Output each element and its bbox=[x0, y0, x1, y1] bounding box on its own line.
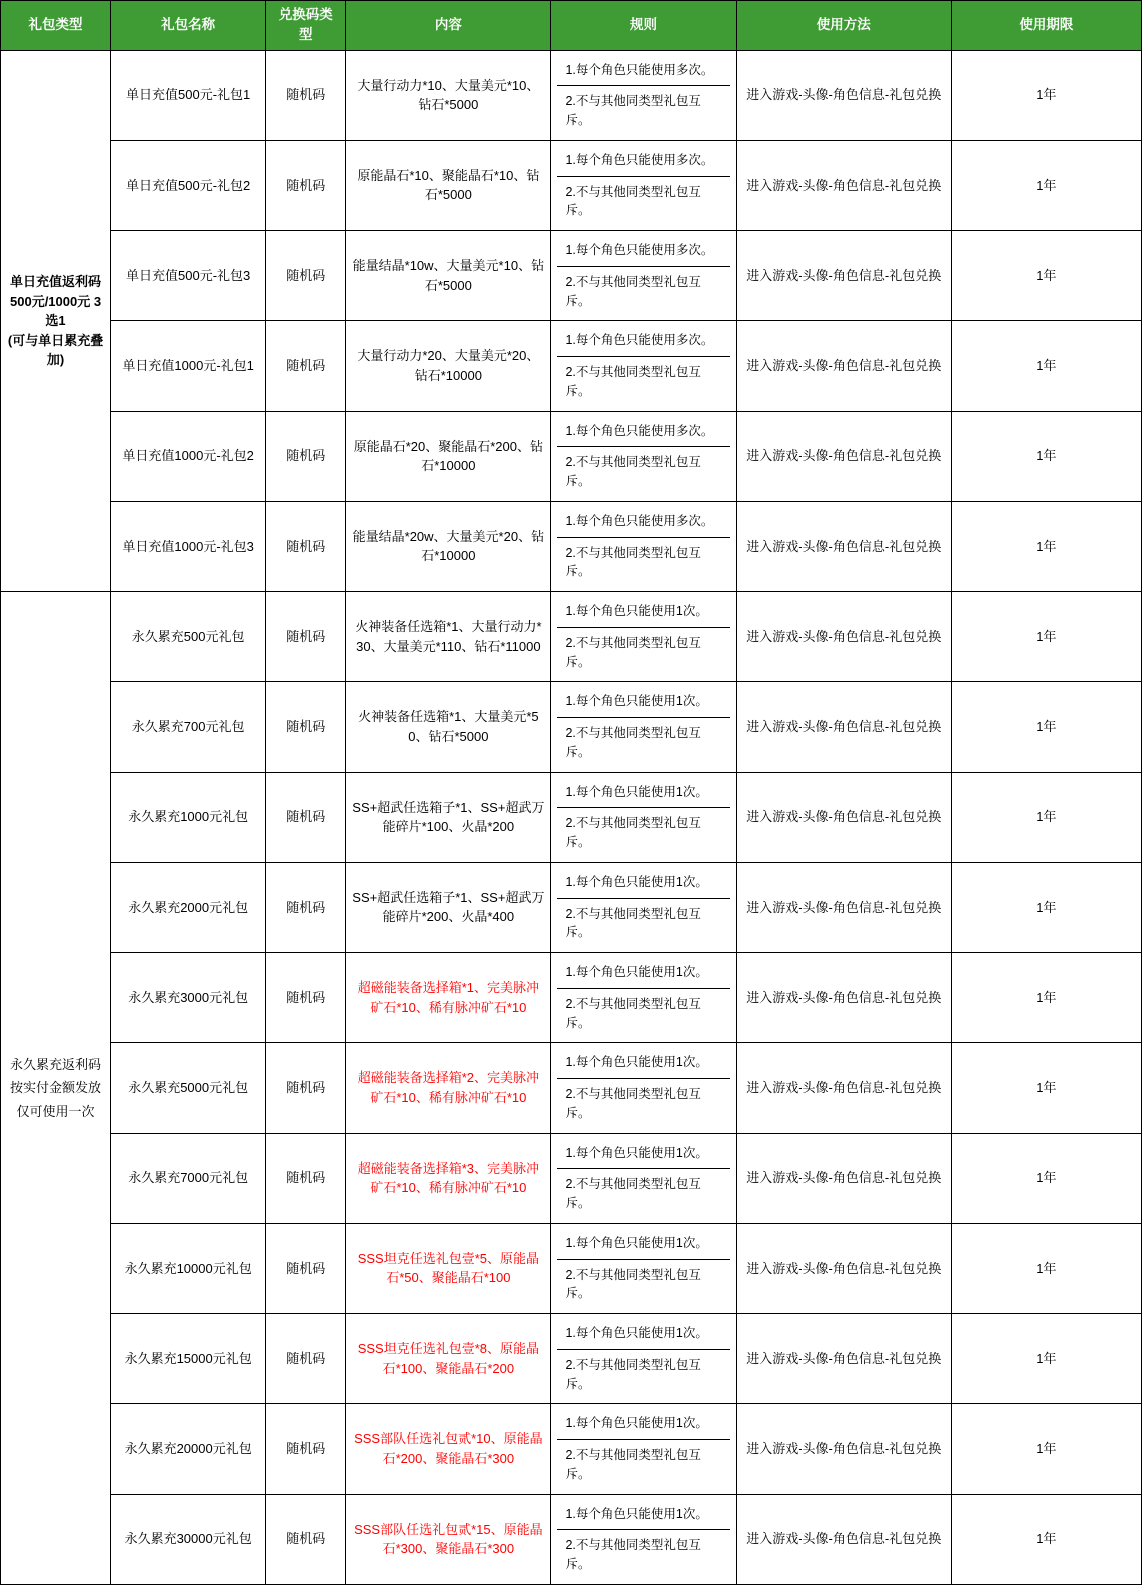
rule-line: 2.不与其他同类型礼包互斥。 bbox=[565, 94, 701, 127]
usage-cell: 进入游戏-头像-角色信息-礼包兑换 bbox=[736, 1223, 951, 1313]
code-type-cell: 随机码 bbox=[266, 1314, 346, 1404]
usage-cell: 进入游戏-头像-角色信息-礼包兑换 bbox=[736, 682, 951, 772]
gift-name-cell: 永久累充15000元礼包 bbox=[111, 1314, 266, 1404]
code-type-cell: 随机码 bbox=[266, 592, 346, 682]
validity-cell: 1年 bbox=[951, 1404, 1141, 1494]
rule-line: 1.每个角色只能使用多次。 bbox=[557, 55, 729, 87]
validity-cell: 1年 bbox=[951, 140, 1141, 230]
content-cell: 超磁能装备选择箱*3、完美脉冲矿石*10、稀有脉冲矿石*10 bbox=[346, 1133, 551, 1223]
usage-cell: 进入游戏-头像-角色信息-礼包兑换 bbox=[736, 862, 951, 952]
table-row bbox=[1, 772, 1142, 862]
rule-line: 1.每个角色只能使用1次。 bbox=[557, 596, 729, 628]
header-row bbox=[1, 1, 1142, 51]
code-type-cell: 随机码 bbox=[266, 140, 346, 230]
rule-line: 1.每个角色只能使用多次。 bbox=[557, 506, 729, 538]
rule-cell bbox=[551, 592, 736, 682]
table-row bbox=[1, 1043, 1142, 1133]
code-type-cell: 随机码 bbox=[266, 1043, 346, 1133]
rule-line: 1.每个角色只能使用1次。 bbox=[557, 1499, 729, 1531]
table-row bbox=[1, 140, 1142, 230]
table-row bbox=[1, 1494, 1142, 1584]
content-cell: SSS部队任选礼包贰*10、原能晶石*200、聚能晶石*300 bbox=[346, 1404, 551, 1494]
gift-type-line: 永久累充返利码 bbox=[10, 1056, 102, 1072]
table-body bbox=[1, 50, 1142, 1584]
validity-cell: 1年 bbox=[951, 862, 1141, 952]
rule-cell bbox=[551, 1043, 736, 1133]
code-type-cell: 随机码 bbox=[266, 682, 346, 772]
rule-list bbox=[557, 777, 729, 858]
gift-name-cell: 永久累充1000元礼包 bbox=[111, 772, 266, 862]
rule-line: 1.每个角色只能使用1次。 bbox=[557, 1318, 729, 1350]
gift-type-cell bbox=[1, 50, 111, 592]
rule-list bbox=[557, 867, 729, 948]
rule-line: 2.不与其他同类型礼包互斥。 bbox=[565, 1267, 701, 1301]
gift-type-line: 500元/1000元 3选1 bbox=[10, 293, 102, 328]
rule-line: 2.不与其他同类型礼包互斥。 bbox=[565, 726, 701, 759]
usage-cell: 进入游戏-头像-角色信息-礼包兑换 bbox=[736, 1314, 951, 1404]
rule-list bbox=[557, 686, 729, 767]
header-rule: 规则 bbox=[551, 1, 736, 51]
validity-cell: 1年 bbox=[951, 592, 1141, 682]
header-gift-name: 礼包名称 bbox=[111, 1, 266, 51]
rule-cell bbox=[551, 50, 736, 140]
rule-cell bbox=[551, 501, 736, 591]
content-cell: 原能晶石*10、聚能晶石*10、钻石*5000 bbox=[346, 140, 551, 230]
table-row bbox=[1, 862, 1142, 952]
content-cell: SSS部队任选礼包贰*15、原能晶石*300、聚能晶石*300 bbox=[346, 1494, 551, 1584]
rule-cell bbox=[551, 321, 736, 411]
gift-name-cell: 永久累充2000元礼包 bbox=[111, 862, 266, 952]
rule-line: 1.每个角色只能使用多次。 bbox=[557, 145, 729, 177]
rule-list bbox=[557, 1047, 729, 1128]
rule-line: 1.每个角色只能使用1次。 bbox=[557, 1408, 729, 1440]
gift-name-cell: 永久累充500元礼包 bbox=[111, 592, 266, 682]
usage-cell: 进入游戏-头像-角色信息-礼包兑换 bbox=[736, 140, 951, 230]
rule-cell bbox=[551, 1223, 736, 1313]
validity-cell: 1年 bbox=[951, 1223, 1141, 1313]
rule-list bbox=[557, 55, 729, 136]
rule-line: 2.不与其他同类型礼包互斥。 bbox=[565, 816, 701, 849]
rule-line: 1.每个角色只能使用多次。 bbox=[557, 235, 729, 267]
usage-cell: 进入游戏-头像-角色信息-礼包兑换 bbox=[736, 321, 951, 411]
table-row bbox=[1, 501, 1142, 591]
rule-list bbox=[557, 1318, 729, 1399]
rule-list bbox=[557, 1408, 729, 1489]
gift-type-line: 仅可使用一次 bbox=[16, 1103, 95, 1119]
rule-line: 1.每个角色只能使用1次。 bbox=[557, 686, 729, 718]
gift-name-cell: 单日充值1000元-礼包1 bbox=[111, 321, 266, 411]
usage-cell: 进入游戏-头像-角色信息-礼包兑换 bbox=[736, 953, 951, 1043]
content-cell: SS+超武任选箱子*1、SS+超武万能碎片*100、火晶*200 bbox=[346, 772, 551, 862]
code-type-cell: 随机码 bbox=[266, 411, 346, 501]
rule-line: 2.不与其他同类型礼包互斥。 bbox=[565, 365, 701, 398]
code-type-cell: 随机码 bbox=[266, 1223, 346, 1313]
gift-name-cell: 永久累充10000元礼包 bbox=[111, 1223, 266, 1313]
gift-name-cell: 单日充值500元-礼包3 bbox=[111, 231, 266, 321]
gift-name-cell: 单日充值1000元-礼包3 bbox=[111, 501, 266, 591]
validity-cell: 1年 bbox=[951, 1494, 1141, 1584]
gift-name-cell: 永久累充700元礼包 bbox=[111, 682, 266, 772]
code-type-cell: 随机码 bbox=[266, 953, 346, 1043]
rule-line: 2.不与其他同类型礼包互斥。 bbox=[565, 184, 701, 218]
content-cell: 火神装备任选箱*1、大量行动力*30、大量美元*110、钻石*11000 bbox=[346, 592, 551, 682]
code-type-cell: 随机码 bbox=[266, 1404, 346, 1494]
content-cell: SSS坦克任选礼包壹*8、原能晶石*100、聚能晶石*200 bbox=[346, 1314, 551, 1404]
code-type-cell: 随机码 bbox=[266, 231, 346, 321]
usage-cell: 进入游戏-头像-角色信息-礼包兑换 bbox=[736, 1494, 951, 1584]
gift-name-cell: 永久累充20000元礼包 bbox=[111, 1404, 266, 1494]
rule-line: 1.每个角色只能使用1次。 bbox=[557, 1138, 729, 1170]
validity-cell: 1年 bbox=[951, 953, 1141, 1043]
validity-cell: 1年 bbox=[951, 321, 1141, 411]
table-row bbox=[1, 1133, 1142, 1223]
gift-name-cell: 永久累充5000元礼包 bbox=[111, 1043, 266, 1133]
rule-list bbox=[557, 145, 729, 226]
rule-cell bbox=[551, 411, 736, 501]
gift-name-cell: 永久累充30000元礼包 bbox=[111, 1494, 266, 1584]
header-code-type: 兑换码类型 bbox=[266, 1, 346, 51]
content-cell: 超磁能装备选择箱*1、完美脉冲矿石*10、稀有脉冲矿石*10 bbox=[346, 953, 551, 1043]
rule-line: 2.不与其他同类型礼包互斥。 bbox=[565, 455, 701, 488]
rule-line: 2.不与其他同类型礼包互斥。 bbox=[565, 635, 701, 669]
usage-cell: 进入游戏-头像-角色信息-礼包兑换 bbox=[736, 501, 951, 591]
code-type-cell: 随机码 bbox=[266, 772, 346, 862]
rule-line: 2.不与其他同类型礼包互斥。 bbox=[565, 1538, 701, 1571]
gift-type-cell bbox=[1, 592, 111, 1585]
usage-cell: 进入游戏-头像-角色信息-礼包兑换 bbox=[736, 231, 951, 321]
rule-cell bbox=[551, 682, 736, 772]
header-gift-type: 礼包类型 bbox=[1, 1, 111, 51]
rule-cell bbox=[551, 953, 736, 1043]
rule-line: 1.每个角色只能使用1次。 bbox=[557, 957, 729, 989]
table-row bbox=[1, 953, 1142, 1043]
table-row bbox=[1, 1223, 1142, 1313]
rule-line: 2.不与其他同类型礼包互斥。 bbox=[565, 1177, 701, 1210]
rule-cell bbox=[551, 1314, 736, 1404]
rule-line: 1.每个角色只能使用1次。 bbox=[557, 1047, 729, 1079]
rule-cell bbox=[551, 1404, 736, 1494]
rule-line: 1.每个角色只能使用1次。 bbox=[557, 1228, 729, 1260]
content-cell: 能量结晶*20w、大量美元*20、钻石*10000 bbox=[346, 501, 551, 591]
table-row bbox=[1, 50, 1142, 140]
header-content: 内容 bbox=[346, 1, 551, 51]
content-cell: 大量行动力*10、大量美元*10、钻石*5000 bbox=[346, 50, 551, 140]
rule-line: 2.不与其他同类型礼包互斥。 bbox=[565, 274, 701, 308]
usage-cell: 进入游戏-头像-角色信息-礼包兑换 bbox=[736, 1404, 951, 1494]
rule-cell bbox=[551, 772, 736, 862]
rule-cell bbox=[551, 140, 736, 230]
table-row bbox=[1, 1404, 1142, 1494]
content-cell: 原能晶石*20、聚能晶石*200、钻石*10000 bbox=[346, 411, 551, 501]
code-type-cell: 随机码 bbox=[266, 501, 346, 591]
code-type-cell: 随机码 bbox=[266, 862, 346, 952]
rule-list bbox=[557, 957, 729, 1038]
rule-line: 2.不与其他同类型礼包互斥。 bbox=[565, 906, 701, 940]
code-type-cell: 随机码 bbox=[266, 1494, 346, 1584]
rule-line: 2.不与其他同类型礼包互斥。 bbox=[565, 1357, 701, 1391]
rule-cell bbox=[551, 231, 736, 321]
table-row bbox=[1, 231, 1142, 321]
gift-type-line: 加) bbox=[46, 352, 65, 367]
gift-name-cell: 永久累充7000元礼包 bbox=[111, 1133, 266, 1223]
table-row bbox=[1, 682, 1142, 772]
rule-line: 2.不与其他同类型礼包互斥。 bbox=[565, 545, 701, 579]
validity-cell: 1年 bbox=[951, 1133, 1141, 1223]
gift-name-cell: 单日充值500元-礼包1 bbox=[111, 50, 266, 140]
rule-line: 1.每个角色只能使用1次。 bbox=[557, 867, 729, 899]
rule-list bbox=[557, 1138, 729, 1219]
table-row bbox=[1, 592, 1142, 682]
content-cell: 超磁能装备选择箱*2、完美脉冲矿石*10、稀有脉冲矿石*10 bbox=[346, 1043, 551, 1133]
usage-cell: 进入游戏-头像-角色信息-礼包兑换 bbox=[736, 50, 951, 140]
header-usage: 使用方法 bbox=[736, 1, 951, 51]
validity-cell: 1年 bbox=[951, 411, 1141, 501]
rule-list bbox=[557, 235, 729, 316]
table-row bbox=[1, 321, 1142, 411]
rule-line: 1.每个角色只能使用多次。 bbox=[557, 325, 729, 357]
rule-line: 1.每个角色只能使用多次。 bbox=[557, 416, 729, 448]
content-cell: 大量行动力*20、大量美元*20、钻石*10000 bbox=[346, 321, 551, 411]
table-row bbox=[1, 1314, 1142, 1404]
code-type-cell: 随机码 bbox=[266, 1133, 346, 1223]
gift-type-line: 单日充值返利码 bbox=[10, 274, 102, 289]
rule-line: 2.不与其他同类型礼包互斥。 bbox=[565, 996, 701, 1030]
rule-list bbox=[557, 1499, 729, 1580]
gift-name-cell: 永久累充3000元礼包 bbox=[111, 953, 266, 1043]
gift-type-line: (可与单日累充叠 bbox=[7, 332, 104, 348]
rule-cell bbox=[551, 1133, 736, 1223]
table-row bbox=[1, 411, 1142, 501]
content-cell: SSS坦克任选礼包壹*5、原能晶石*50、聚能晶石*100 bbox=[346, 1223, 551, 1313]
usage-cell: 进入游戏-头像-角色信息-礼包兑换 bbox=[736, 1043, 951, 1133]
rule-line: 2.不与其他同类型礼包互斥。 bbox=[565, 1087, 701, 1120]
gift-name-cell: 单日充值1000元-礼包2 bbox=[111, 411, 266, 501]
code-type-cell: 随机码 bbox=[266, 321, 346, 411]
validity-cell: 1年 bbox=[951, 1314, 1141, 1404]
rule-line: 2.不与其他同类型礼包互斥。 bbox=[565, 1448, 701, 1481]
content-cell: 火神装备任选箱*1、大量美元*50、钻石*5000 bbox=[346, 682, 551, 772]
validity-cell: 1年 bbox=[951, 231, 1141, 321]
rule-list bbox=[557, 506, 729, 587]
rule-list bbox=[557, 325, 729, 406]
rule-list bbox=[557, 596, 729, 677]
rule-list bbox=[557, 1228, 729, 1309]
content-cell: 能量结晶*10w、大量美元*10、钻石*5000 bbox=[346, 231, 551, 321]
rule-list bbox=[557, 416, 729, 497]
validity-cell: 1年 bbox=[951, 772, 1141, 862]
usage-cell: 进入游戏-头像-角色信息-礼包兑换 bbox=[736, 772, 951, 862]
validity-cell: 1年 bbox=[951, 501, 1141, 591]
validity-cell: 1年 bbox=[951, 50, 1141, 140]
validity-cell: 1年 bbox=[951, 682, 1141, 772]
gift-name-cell: 单日充值500元-礼包2 bbox=[111, 140, 266, 230]
code-type-cell: 随机码 bbox=[266, 50, 346, 140]
gift-type-line: 按实付金额发放 bbox=[10, 1080, 102, 1096]
validity-cell: 1年 bbox=[951, 1043, 1141, 1133]
usage-cell: 进入游戏-头像-角色信息-礼包兑换 bbox=[736, 592, 951, 682]
header-validity: 使用期限 bbox=[951, 1, 1141, 51]
rule-line: 1.每个角色只能使用1次。 bbox=[557, 777, 729, 809]
usage-cell: 进入游戏-头像-角色信息-礼包兑换 bbox=[736, 1133, 951, 1223]
rule-cell bbox=[551, 862, 736, 952]
usage-cell: 进入游戏-头像-角色信息-礼包兑换 bbox=[736, 411, 951, 501]
table-header bbox=[1, 1, 1142, 51]
rule-cell bbox=[551, 1494, 736, 1584]
content-cell: SS+超武任选箱子*1、SS+超武万能碎片*200、火晶*400 bbox=[346, 862, 551, 952]
